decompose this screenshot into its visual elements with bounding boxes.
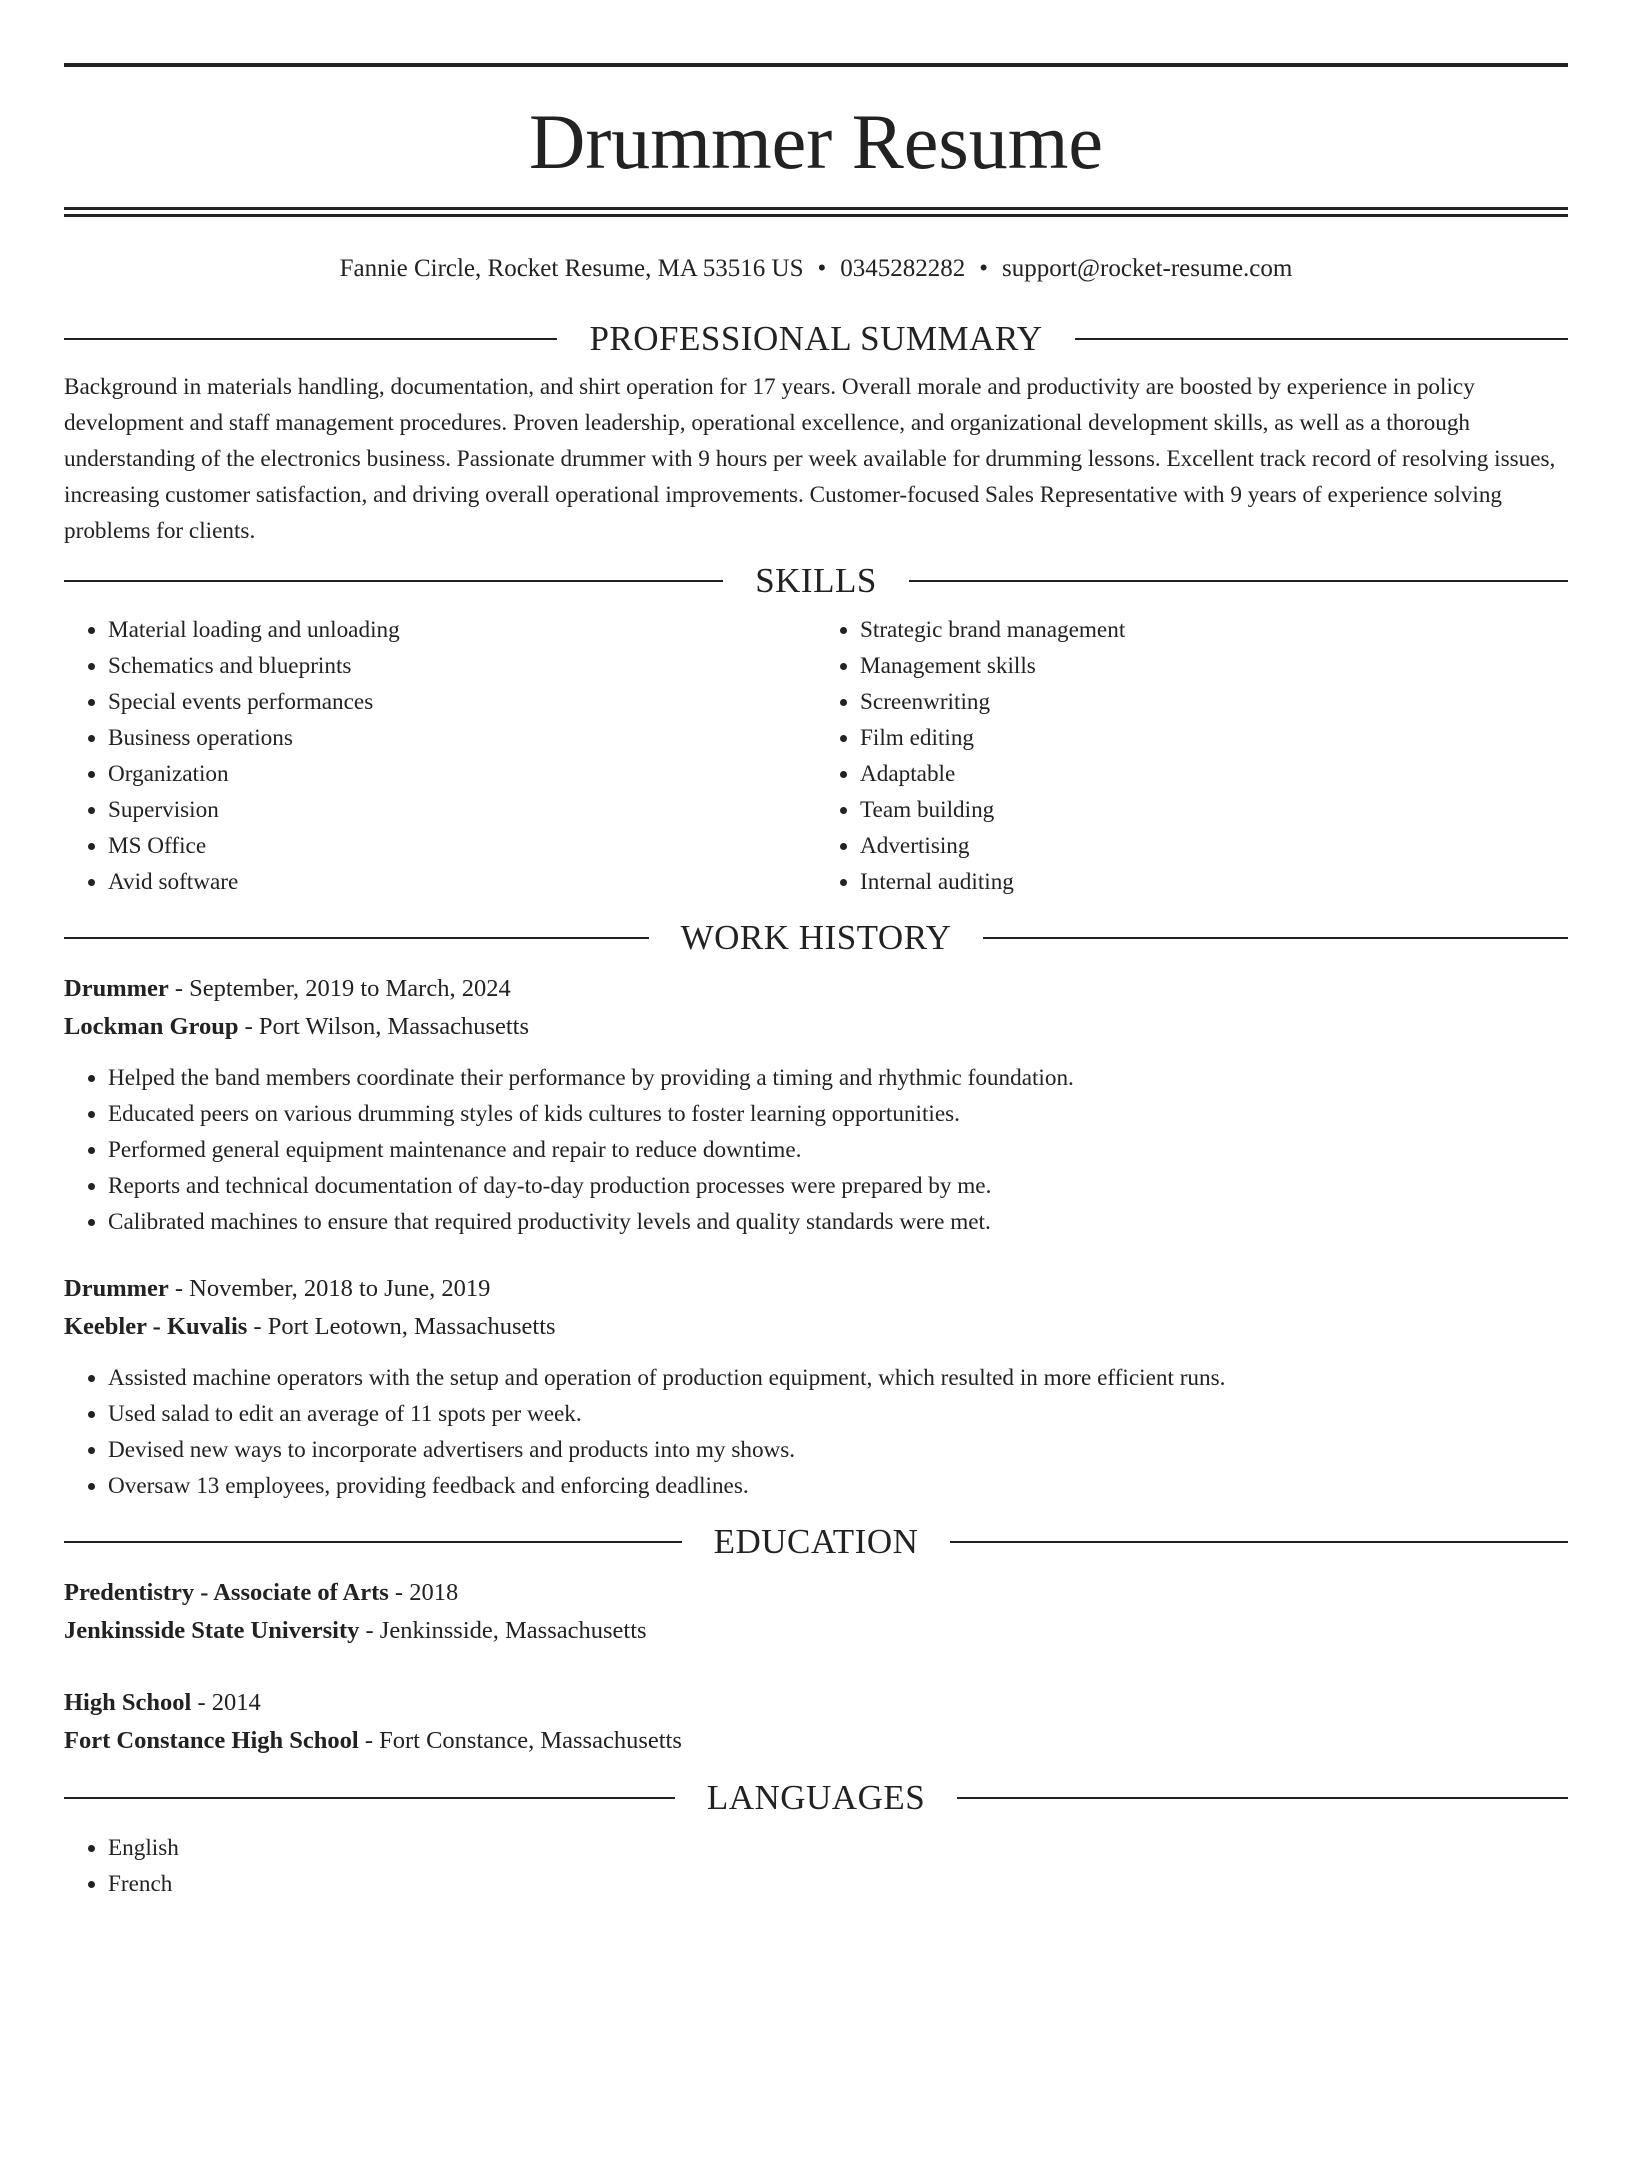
education-entry <box>64 1684 1568 1760</box>
job-entry <box>64 1270 1568 1504</box>
resume-title: Drummer Resume <box>528 98 1104 185</box>
skills-list-right <box>816 612 1568 900</box>
skill-item: • MS Office <box>108 828 816 864</box>
education-entry <box>64 1574 1568 1650</box>
skills-section-heading <box>64 561 1568 601</box>
job-bullet: • Used salad to edit an average of 11 spots per week. <box>108 1396 1568 1432</box>
resume-page <box>0 63 1632 2175</box>
heading-rule-right <box>909 580 1568 582</box>
heading-rule-right <box>983 937 1568 939</box>
job-location: - Port Wilson, Massachusetts <box>238 1013 530 1040</box>
skill-item: • Film editing <box>860 720 1568 756</box>
skill-item: • Management skills <box>860 648 1568 684</box>
heading-rule-left <box>64 937 649 939</box>
top-rule <box>64 63 1568 67</box>
job-title: Drummer <box>64 1275 169 1302</box>
skill-item: • Advertising <box>860 828 1568 864</box>
education-location: - Jenkinsside, Massachusetts <box>359 1617 647 1644</box>
work-section-heading <box>64 918 1568 958</box>
job-title-line <box>64 970 1568 1008</box>
education-degree: High School <box>64 1689 192 1716</box>
job-dates: - September, 2019 to March, 2024 <box>168 975 511 1002</box>
job-location: - Port Leotown, Massachusetts <box>247 1313 556 1340</box>
job-company: Lockman Group <box>64 1013 239 1040</box>
skill-item: • Supervision <box>108 792 816 828</box>
summary-section-heading <box>64 319 1568 359</box>
summary-text: Background in materials handling, documentation, and shirt operation for 17 years. Overall morale and productivity are boosted by experience in policy development and staff management procedures. Proven leadership, operational excellence, and organizational development skills, as well as a thorough understanding of the electronics business. Passionate drummer with 9 hours per week available for drumming lessons. Excellent track record of resolving issues, increasing customer satisfaction, and driving overall operational improvements. Customer-focused Sales Representative with 9 years of experience solving problems for clients. <box>64 374 1556 544</box>
skill-item: • Material loading and unloading <box>108 612 816 648</box>
education-degree-line <box>64 1684 1568 1722</box>
job-title-line <box>64 1270 1568 1308</box>
contact-address: Fannie Circle, Rocket Resume, MA 53516 US <box>339 255 804 282</box>
contact-line <box>64 254 1568 284</box>
work-heading-label: WORK HISTORY <box>680 918 952 957</box>
skill-item: • Screenwriting <box>860 684 1568 720</box>
title-double-rule <box>64 207 1568 217</box>
skills-heading-label: SKILLS <box>755 561 877 600</box>
skill-item: • Strategic brand management <box>860 612 1568 648</box>
education-school-line <box>64 1612 1568 1650</box>
heading-rule-left <box>64 580 723 582</box>
job-bullet: • Helped the band members coordinate their performance by providing a timing and rhythmic foundation. <box>108 1060 1568 1096</box>
job-bullet: • Assisted machine operators with the setup and operation of production equipment, which resulted in more efficient runs. <box>108 1360 1568 1396</box>
contact-phone: 0345282282 <box>840 255 966 282</box>
job-bullet: • Educated peers on various drumming styles of kids cultures to foster learning opportunities. <box>108 1096 1568 1132</box>
heading-rule-right <box>957 1797 1568 1799</box>
job-company-line <box>64 1008 1568 1046</box>
education-section-heading <box>64 1522 1568 1562</box>
contact-separator: • <box>817 255 827 282</box>
contact-email[interactable]: support@rocket-resume.com <box>1002 255 1293 282</box>
languages-heading-label: LANGUAGES <box>706 1778 926 1817</box>
skills-list-left <box>64 612 816 900</box>
skill-item: • Schematics and blueprints <box>108 648 816 684</box>
languages-list <box>64 1830 1568 1902</box>
education-school: Fort Constance High School <box>64 1727 359 1754</box>
education-location: - Fort Constance, Massachusetts <box>358 1727 682 1754</box>
job-bullet: • Oversaw 13 employees, providing feedback and enforcing deadlines. <box>108 1468 1568 1504</box>
languages-section-heading <box>64 1778 1568 1818</box>
job-company-line <box>64 1308 1568 1346</box>
education-heading-label: EDUCATION <box>713 1522 919 1561</box>
education-degree-line <box>64 1574 1568 1612</box>
education-school-line <box>64 1722 1568 1760</box>
skill-item: • Special events performances <box>108 684 816 720</box>
job-bullets <box>64 1060 1568 1240</box>
education-year: - 2014 <box>191 1689 261 1716</box>
heading-rule-right <box>950 1541 1568 1543</box>
heading-rule-right <box>1075 338 1568 340</box>
skill-item: • Organization <box>108 756 816 792</box>
language-item: • English <box>108 1830 1568 1866</box>
education-school: Jenkinsside State University <box>64 1617 360 1644</box>
job-dates: - November, 2018 to June, 2019 <box>168 1275 491 1302</box>
job-company: Keebler - Kuvalis <box>64 1313 248 1340</box>
contact-separator: • <box>979 255 989 282</box>
job-bullet: • Calibrated machines to ensure that required productivity levels and quality standards were met. <box>108 1204 1568 1240</box>
heading-rule-left <box>64 1797 675 1799</box>
skill-item: • Business operations <box>108 720 816 756</box>
heading-rule-left <box>64 338 557 340</box>
job-bullet: • Performed general equipment maintenance and repair to reduce downtime. <box>108 1132 1568 1168</box>
skill-item: • Internal auditing <box>860 864 1568 900</box>
language-item: • French <box>108 1866 1568 1902</box>
heading-rule-left <box>64 1541 682 1543</box>
job-bullet: • Reports and technical documentation of day-to-day production processes were prepared by me. <box>108 1168 1568 1204</box>
skills-columns <box>64 612 1568 900</box>
skill-item: • Adaptable <box>860 756 1568 792</box>
job-title: Drummer <box>64 975 169 1002</box>
job-bullet: • Devised new ways to incorporate advertisers and products into my shows. <box>108 1432 1568 1468</box>
education-degree: Predentistry - Associate of Arts <box>64 1579 389 1606</box>
summary-heading-label: PROFESSIONAL SUMMARY <box>589 319 1043 358</box>
job-entry <box>64 970 1568 1240</box>
job-bullets <box>64 1360 1568 1504</box>
skill-item: • Team building <box>860 792 1568 828</box>
skill-item: • Avid software <box>108 864 816 900</box>
education-year: - 2018 <box>388 1579 459 1606</box>
